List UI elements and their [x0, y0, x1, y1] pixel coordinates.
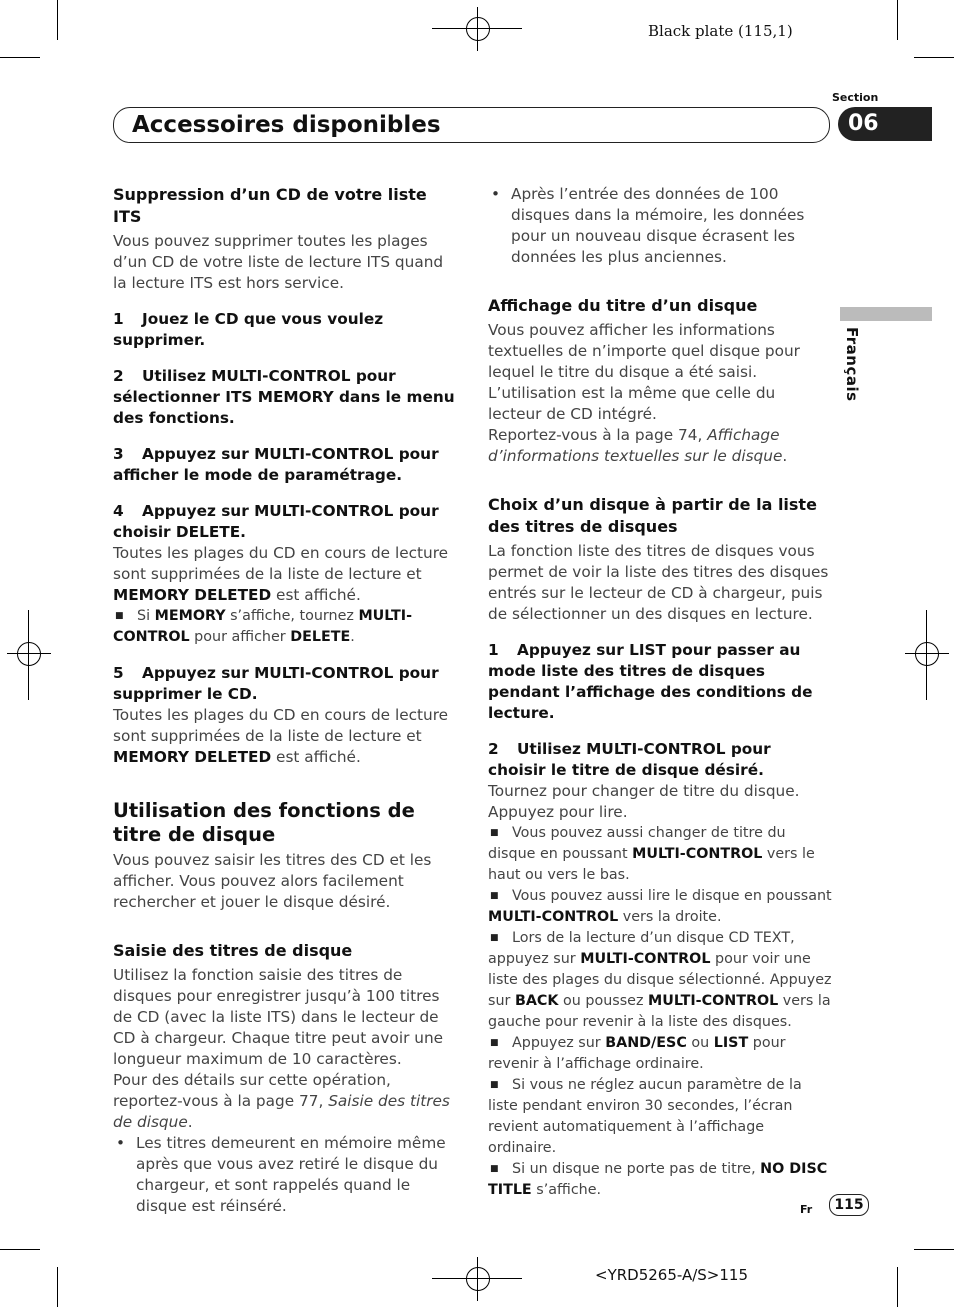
step-2: 2 Utilisez MULTI-CONTROL pour choisir le titre de disque désiré. [488, 740, 771, 779]
bullet-item: • Les titres demeurent en mémoire même après que vous avez retiré le disque du chargeur, et sont rappelés quand le disque est réinséré. [116, 1134, 446, 1215]
step-1: 1 Jouez le CD que vous voulez supprimer. [113, 310, 384, 349]
crop-mark [57, 0, 58, 40]
paragraph: Pour des détails sur cette opération, reportez-vous à la page 77, Saisie des titres de disque. [113, 1071, 450, 1131]
crop-mark [0, 57, 40, 58]
language-tab [840, 307, 932, 321]
paragraph: Toutes les plages du CD en cours de lecture sont supprimées de la liste de lecture et MEMORY DELETED est affiché. [113, 544, 449, 604]
section-number: 06 [848, 111, 879, 136]
heading-saisie: Saisie des titres de disque [113, 941, 353, 960]
square-bullet-icon: ■ [490, 828, 499, 838]
paragraph: Tournez pour changer de titre du disque. Appuyez pour lire. [488, 782, 800, 821]
crop-mark [897, 0, 898, 40]
paragraph: L’utilisation est la même que celle du lecteur de CD intégré. [488, 384, 776, 423]
step-3: 3 Appuyez sur MULTI-CONTROL pour afficher le mode de paramétrage. [113, 445, 439, 484]
step-4: 4 Appuyez sur MULTI-CONTROL pour choisir DELETE. [113, 502, 439, 541]
heading-utilisation: Utilisation des fonctions de titre de disque [113, 799, 415, 846]
note: ■ Appuyez sur BAND/ESC ou LIST pour revenir à l’affichage ordinaire. [488, 1035, 786, 1072]
page-title: Accessoires disponibles [132, 112, 441, 138]
page-number: 115 [829, 1194, 869, 1216]
step-1: 1 Appuyez sur LIST pour passer au mode liste des titres de disques pendant l’affichage des conditions de lecture. [488, 641, 813, 722]
registration-mark-bottom [456, 1257, 500, 1301]
square-bullet-icon: ■ [115, 611, 124, 621]
step-5: 5 Appuyez sur MULTI-CONTROL pour supprimer le CD. [113, 664, 439, 703]
paragraph: La fonction liste des titres de disques vous permet de voir la liste des titres des disques entrés sur le lecteur de CD à chargeur, puis de sélectionner un des disques en lecture. [488, 542, 829, 623]
heading-affichage: Affichage du titre d’un disque [488, 296, 758, 315]
crop-mark [914, 1249, 954, 1250]
bullet-item: • Après l’entrée des données de 100 disques dans la mémoire, les données pour un nouveau disque écrasent les données les plus anciennes. [491, 185, 805, 266]
note: ■ Vous pouvez aussi lire le disque en poussant MULTI-CONTROL vers la droite. [488, 888, 832, 925]
note: ■ Vous pouvez aussi changer de titre du disque en poussant MULTI-CONTROL vers le haut ou vers le bas. [488, 825, 815, 883]
paragraph: Vous pouvez supprimer toutes les plages d’un CD de votre liste de lecture ITS quand la lecture ITS est hors service. [113, 232, 444, 292]
square-bullet-icon: ■ [490, 1038, 499, 1048]
crop-mark [0, 1249, 40, 1250]
step-2: 2 Utilisez MULTI-CONTROL pour sélectionner ITS MEMORY dans le menu des fonctions. [113, 367, 455, 427]
note: ■ Si un disque ne porte pas de titre, NO DISC TITLE s’affiche. [488, 1161, 828, 1198]
square-bullet-icon: ■ [490, 933, 499, 943]
bullet-dot-icon: • [116, 1134, 126, 1152]
paragraph: Utilisez la fonction saisie des titres de disques pour enregistrer jusqu’à 100 titres de CD (avec la liste ITS) dans le lecteur de CD à chargeur. Chaque titre peut avoir une longueur maximum de 10 caractères. [113, 966, 444, 1068]
paragraph: Reportez-vous à la page 74, Affichage d’informations textuelles sur le disque. [488, 426, 788, 465]
paragraph: Vous pouvez saisir les titres des CD et les afficher. Vous pouvez alors facilement rechercher et jouer le disque désiré. [113, 851, 432, 911]
paragraph: Vous pouvez afficher les informations textuelles de n’importe quel disque pour lequel le titre du disque a été saisi. [488, 321, 800, 381]
heading-choix: Choix d’un disque à partir de la liste des titres de disques [488, 495, 817, 536]
document-code: <YRD5265-A/S>115 [595, 1266, 748, 1284]
crop-mark [897, 1267, 898, 1307]
crop-mark [57, 1267, 58, 1307]
plate-label: Black plate (115,1) [648, 22, 793, 40]
registration-mark-right [905, 632, 949, 676]
footer-language: Fr [800, 1203, 813, 1216]
language-label: Français [843, 327, 861, 402]
square-bullet-icon: ■ [490, 1080, 499, 1090]
bullet-dot-icon: • [491, 185, 501, 203]
square-bullet-icon: ■ [490, 891, 499, 901]
note: ■ Lors de la lecture d’un disque CD TEXT, appuyez sur MULTI-CONTROL pour voir une liste des plages du disque sélectionné. Appuyez sur BACK ou poussez MULTI-CONTROL vers la gauche pour revenir à la liste des disques. [488, 930, 832, 1030]
left-column [113, 184, 458, 1217]
note: ■ Si vous ne réglez aucun paramètre de la liste pendant environ 30 secondes, l’écran revient automatiquement à l’affichage ordinaire. [488, 1077, 802, 1156]
section-label: Section [832, 91, 879, 104]
heading-suppression: Suppression d’un CD de votre liste ITS [113, 185, 427, 226]
paragraph: Toutes les plages du CD en cours de lecture sont supprimées de la liste de lecture et MEMORY DELETED est affiché. [113, 706, 449, 766]
registration-mark-top [456, 7, 500, 51]
square-bullet-icon: ■ [490, 1164, 499, 1174]
registration-mark-left [7, 632, 51, 676]
note: ■ Si MEMORY s’affiche, tournez MULTI-CONTROL pour afficher DELETE. [113, 608, 413, 645]
crop-mark [914, 57, 954, 58]
right-column [488, 184, 833, 1201]
